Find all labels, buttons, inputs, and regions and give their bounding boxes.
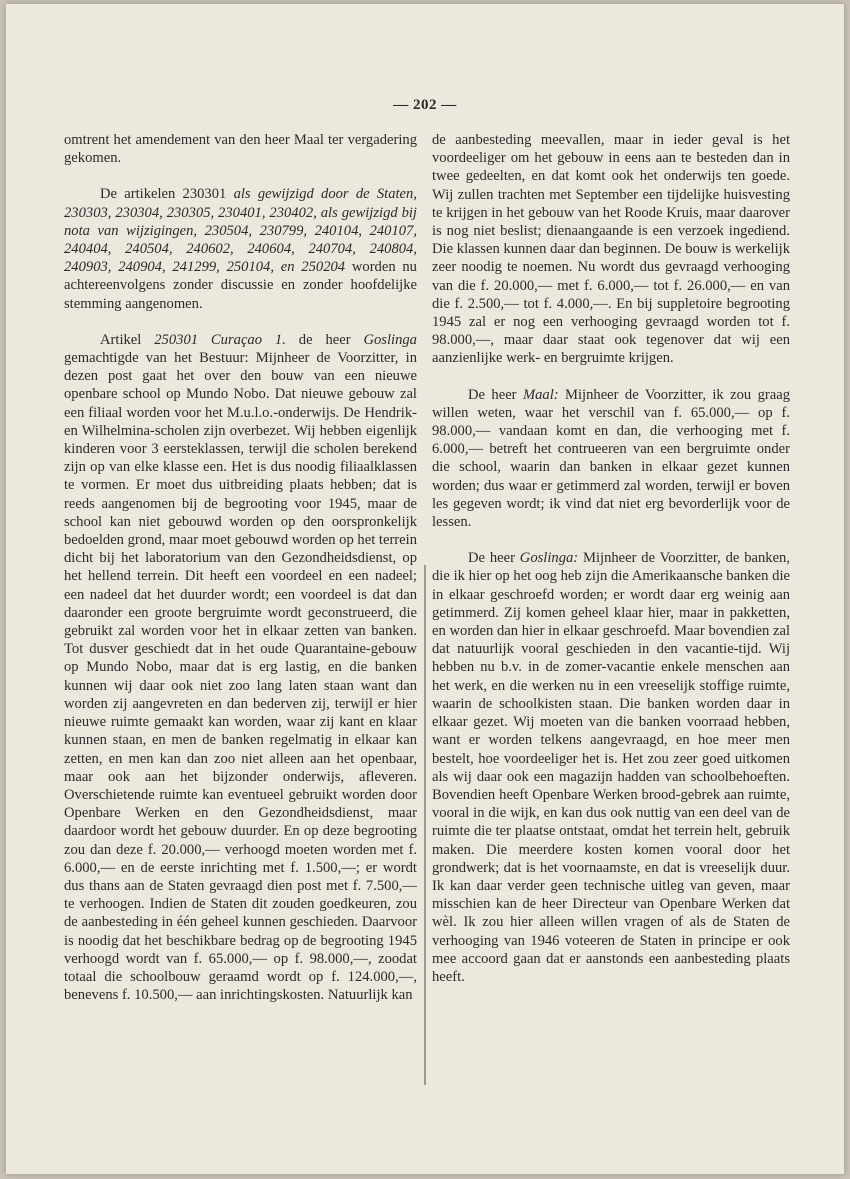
- articles-list: als gewijzigd door de Staten, 230303, 230304, 230305, 230401, 230402, als gewijzigd bij nota van wijzigingen, 230504, 230799, 240104, 240107, 240404, 240504, 240602, 240604, 240704, 240804, 240903, 240904, 241299, 250104,: [64, 186, 417, 276]
- paragraph-continuation: de aanbesteding meevallen, maar in ieder geval is het voordeeliger om het gebouw in eens aan te besteden dan in twee gedeelten, en dat komt ook het onderwijs ten goede. Wij zullen trachten met September een tijdelijke huisvesting te krijgen in het gebouw van het Roode Kruis, maar daarover is nog niet beslist; dienaangaande is een verzoek ingediend. Die klassen kunnen daar dan beginnen. De bouw is werkelijk zeer noodig te noemen. Nu wordt dus gevraagd verhooging van die f. 20.000,— met f. 6.000,— tot f. 26.000,— en van die f. 2.500,— tot f. 4.000,—. En bij suppletoire begrooting 1945 zal er nog een verhooging gevraagd worden tot f. 98.000,—, maar daar staat ook tegenover dat wij een aanzienlijke werk- en bergruimte krijgen.: [432, 132, 790, 367]
- speech-text: Mijnheer de Voorzitter, de banken, die ik hier op het oog heb zijn die Amerikaansche banken die in elkaar geschroefd worden; er wordt daar erg weinig aan getimmerd. Zij komen geheel klaar hier, maar in pakketten, en worden dan hier in elkaar geschroefd. Maar bovendien zal dat natuurlijk vooral geschieden in den vacantie-tijd. Wij hebben nu b.v. in de zomer-vacantie enkele menschen aan het werk, en die werken nu in een vreeselijk stoffige ruimte, waarin de schoolkisten staan. Die banken worden daar in elkaar gezet. Wij moeten van die banken voorraad hebben, want er worden telkens aangevraagd, en hoe meer men bestelt, hoe voordeeliger het is. Het zou zeer goed uitkomen als wij daar ook een magazijn hadden van schoolbehoeften. Bovendien heeft Openbare Werken brood-gebrek aan ruimte, vooral in die wijk, en kan dus ook nuttig van een deel van de ruimte die ter plaatse ontstaat, omdat het terrein helt, gebruik maken. Die meerdere kosten komen vooral door het grondwerk; dat is het voornaamste, en dat is vreeselijk duur. Ik kan daar verder geen technische uitleg van geven, maar misschien kan de heer Directeur van Openbare Werken dat wèl. Ik zou hier alleen willen vragen of als de Staten de verhooging van 1946 voteeren de Staten in principe er ook mee accoord gaan dat er aanstonds een aanbesteding plaats heeft.: [432, 550, 790, 985]
- paragraph-amendement: omtrent het amendement van den heer Maal ter vergadering gekomen.: [64, 132, 417, 167]
- speech-text: Mijnheer de Voorzitter, ik zou graag willen weten, waar het verschil van f. 65.000,— op f. 98.000,— vandaan komt en dan, die verhooging met f. 6.000,— betreft het contrueeren van een bergruimte onder die school, waarin dan banken in elkaar gezet kunnen worden; dus waar er getimmerd zal worden, terwijl er boven les gegeven wordt; ik vind dat niet erg bevorderlijk voor de lessen.: [432, 386, 790, 531]
- paragraph-articles: [64, 185, 417, 312]
- articles-intro: De artikelen 230301: [100, 186, 227, 203]
- paragraph-goslinga-1: [64, 331, 417, 1005]
- column-divider: [424, 565, 426, 1085]
- paragraph-maal: [432, 386, 790, 532]
- articles-last: en 250204: [280, 259, 346, 276]
- speaker-name: Maal:: [522, 386, 559, 403]
- speaker-prefix: De heer: [468, 386, 517, 403]
- speaker-name: Goslinga:: [519, 550, 579, 567]
- speaker-name: Goslinga: [363, 331, 417, 348]
- page-number: — 202 —: [393, 97, 457, 113]
- article-number: 250301 Curaçao 1.: [154, 331, 286, 348]
- paragraph-goslinga-2: [432, 549, 790, 986]
- speaker-prefix: de heer: [298, 331, 351, 348]
- left-column: [64, 131, 417, 1004]
- right-column: [432, 131, 790, 986]
- speaker-prefix: De heer: [468, 550, 515, 567]
- articles-result: worden nu achtereenvolgens zonder discussie en zonder hoofdelijke stemming aangenomen.: [64, 259, 417, 312]
- speech-text: gemachtigde van het Bestuur: Mijnheer de Voorzitter, in dezen post gaat het over den bouw van een nieuwe openbare school op Mundo Nobo. Dat nieuwe gebouw zal een filiaal worden voor het M.u.l.o.-onderwijs. De Hendrik- en Wilhelmina-scholen zijn overbezet. Wij hebben eigenlijk kinderen voor 3 eersteklassen, terwijl die scholen berekend zijn op van elke klasse een. Het is dus noodig filiaalklassen te vormen. Er moet dus uitbreiding plaats hebben; dat is reeds aangenomen bij de begrooting voor 1945, maar de school kan niet gebouwd worden op den oorspronkelijk bedoelden grond, maar moet gebouwd worden op het terrein dicht bij het laboratorium van den Gezondheidsdienst, op het hellend terrein. Dit heeft een voordeel en een nadeel; een nadeel dat het duurder wordt; een voordeel is dat dan daaronder een groote bergruimte wordt geconstrueerd, die gebruikt zal worden voor het in elkaar zetten van banken. Tot dusver geschiedt dat in het oude Quarantaine-gebouw op Mundo Nobo, maar dat is erg lastig, en die banken kunnen wij daar ook niet zoo lang laten staan want dan worden zij aangevreten en dan bederven zij, terwijl er hier nieuwe ruimte gemaakt kan worden, waar zij kant en klaar kunnen staan, en men de banken regelmatig in elkaar kan zetten, en men kan dan zoo niet alleen aan het openbaar, maar ook aan het bijzonder onderwijs, afleveren. Overschietende ruimte kan eventueel gebruikt worden door Openbare Werken en den Gezondheidsdienst, maar daardoor wordt het gebouw duurder. En op deze begrooting zou dan deze f. 20.000,— verhoogd moeten worden met f. 6.000,— en de eerste inrichting met f. 1.500,—; er wordt dus thans aan de Staten gevraagd dien post met f. 7.500,— te verhoogen. Indien de Staten dit zouden goedkeuren, zou de aanbesteding in één geheel kunnen geschieden. Daarvoor is noodig dat het beschikbare bedrag op de begrooting 1945 verhoogd wordt van f. 65.000,— op f. 98.000,—, zoodat totaal die schoolbouw geraamd wordt op f. 124.000,—, benevens f. 10.500,— aan inrichtingskosten. Natuurlijk kan: [64, 350, 417, 1004]
- article-intro: Artikel: [100, 331, 142, 348]
